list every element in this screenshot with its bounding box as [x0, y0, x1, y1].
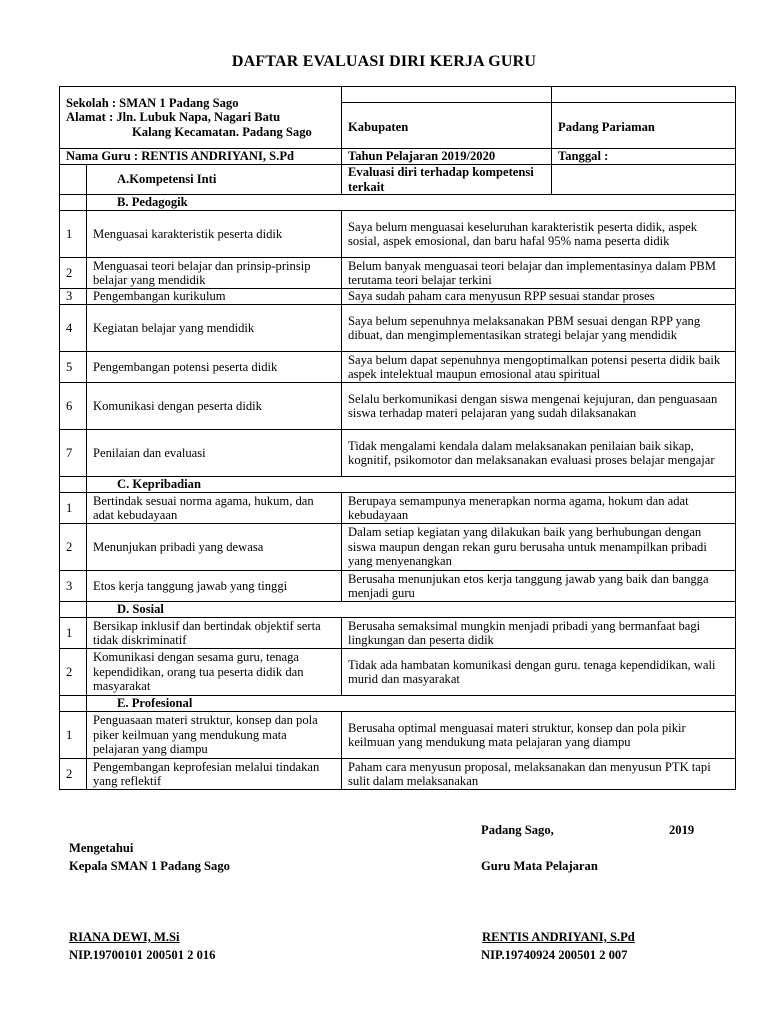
evaluation-cell: Tidak mengalami kendala dalam melaksanakan penilaian baik sikap, kognitif, psikomotor dan melaksanakan evaluasi proses belajar mengajar: [342, 430, 736, 477]
competency-cell: Komunikasi dengan sesama guru, tenaga kependidikan, orang tua peserta didik dan masyarakat: [87, 649, 342, 696]
date-label: Tanggal :: [552, 149, 736, 165]
empty-cell: [60, 696, 87, 712]
empty-cell: [60, 195, 87, 211]
section-header-row: [60, 195, 736, 211]
competency-cell: Pengembangan keprofesian melalui tindakan yang reflektif: [87, 759, 342, 790]
table-row: [60, 649, 736, 696]
kabupaten-value: Padang Pariaman: [552, 103, 736, 149]
table-row: [60, 305, 736, 352]
evaluation-cell: Berusaha optimal menguasai materi struktur, konsep dan pola pikir keilmuan yang mendukung mata pelajaran yang diampu: [342, 712, 736, 759]
empty-cell: [552, 165, 736, 195]
evaluation-cell: Saya belum menguasai keseluruhan karakteristik peserta didik, aspek sosial, aspek emosional, dan baru hafal 95% nama peserta didik: [342, 211, 736, 258]
school-address: Alamat : Jln. Lubuk Napa, Nagari Batu: [66, 110, 281, 125]
item-number: 1: [60, 712, 87, 759]
item-number: 3: [60, 571, 87, 602]
empty-cell: [342, 87, 552, 103]
competency-cell: Menguasai karakteristik peserta didik: [87, 211, 342, 258]
teacher-nip: NIP.19740924 200501 2 007: [481, 948, 628, 962]
evaluation-cell: Berupaya semampunya menerapkan norma agama, hokum dan adat kebudayaan: [342, 493, 736, 524]
evaluation-cell: Belum banyak menguasai teori belajar dan implementasinya dalam PBM terutama teori belajar terkini: [342, 258, 736, 289]
teacher-title: Guru Mata Pelajaran: [481, 859, 598, 873]
section-header-row: [60, 696, 736, 712]
evaluation-cell: Dalam setiap kegiatan yang dilakukan baik yang berhubungan dengan siswa maupun dengan rekan guru berusaha untuk menampilkan pribadi yang menyenangkan: [342, 524, 736, 571]
evaluation-cell: Saya sudah paham cara menyusun RPP sesuai standar proses: [342, 289, 736, 305]
empty-cell: [60, 602, 87, 618]
evaluation-cell: Berusaha menunjukan etos kerja tanggung jawab yang baik dan bangga menjadi guru: [342, 571, 736, 602]
competency-cell: Pengembangan kurikulum: [87, 289, 342, 305]
competency-cell: Penguasaan materi struktur, konsep dan pola piker keilmuan yang mendukung mata pelajaran yang diampu: [87, 712, 342, 759]
evaluation-cell: Saya belum dapat sepenuhnya mengoptimalkan potensi peserta didik baik aspek intelektual maupun emosional atau spiritual: [342, 352, 736, 383]
table-row: [60, 430, 736, 477]
table-row: [60, 712, 736, 759]
signature-year: 2019: [669, 823, 695, 837]
acknowledged-label: Mengetahui: [69, 841, 134, 855]
section-title: E. Profesional: [87, 696, 736, 712]
competency-cell: Penilaian dan evaluasi: [87, 430, 342, 477]
section-header-row: [60, 477, 736, 493]
principal-title: Kepala SMAN 1 Padang Sago: [69, 859, 230, 873]
place-date: Padang Sago,: [481, 823, 554, 837]
competency-cell: Menunjukan pribadi yang dewasa: [87, 524, 342, 571]
table-row: [60, 258, 736, 289]
academic-year: Tahun Pelajaran 2019/2020: [342, 149, 552, 165]
evaluation-cell: Tidak ada hambatan komunikasi dengan guru. tenaga kependidikan, wali murid dan masyarakat: [342, 649, 736, 696]
item-number: 3: [60, 289, 87, 305]
item-number: 1: [60, 618, 87, 649]
item-number: 2: [60, 759, 87, 790]
item-number: 6: [60, 383, 87, 430]
section-title: B. Pedagogik: [87, 195, 736, 211]
principal-nip: NIP.19700101 200501 2 016: [69, 948, 216, 962]
school-info-cell: [60, 87, 342, 149]
item-number: 1: [60, 493, 87, 524]
document-title: DAFTAR EVALUASI DIRI KERJA GURU: [231, 53, 537, 70]
evaluation-cell: Saya belum sepenuhnya melaksanakan PBM sesuai dengan RPP yang dibuat, dan mengimplementasikan strategi belajar yang mendidik: [342, 305, 736, 352]
table-row: [60, 289, 736, 305]
table-row: [60, 383, 736, 430]
evaluation-table: [59, 86, 736, 790]
empty-cell: [60, 477, 87, 493]
kabupaten-label: Kabupaten: [342, 103, 552, 149]
section-title: D. Sosial: [87, 602, 736, 618]
table-row: [60, 211, 736, 258]
competency-cell: Pengembangan potensi peserta didik: [87, 352, 342, 383]
competency-cell: Etos kerja tanggung jawab yang tinggi: [87, 571, 342, 602]
competency-cell: Komunikasi dengan peserta didik: [87, 383, 342, 430]
competency-cell: Bersikap inklusif dan bertindak objektif serta tidak diskriminatif: [87, 618, 342, 649]
table-row: [60, 493, 736, 524]
evaluasi-header: Evaluasi diri terhadap kompetensi terkait: [342, 165, 552, 195]
item-number: 7: [60, 430, 87, 477]
table-row: [60, 571, 736, 602]
competency-cell: Kegiatan belajar yang mendidik: [87, 305, 342, 352]
competency-cell: Menguasai teori belajar dan prinsip-prinsip belajar yang mendidik: [87, 258, 342, 289]
evaluation-cell: Paham cara menyusun proposal, melaksanakan dan menyusun PTK tapi sulit dalam melaksanakan: [342, 759, 736, 790]
competency-cell: Bertindak sesuai norma agama, hukum, dan adat kebudayaan: [87, 493, 342, 524]
principal-name: RIANA DEWI, M.Si: [69, 930, 180, 944]
table-row: [60, 524, 736, 571]
section-title: C. Kepribadian: [87, 477, 736, 493]
kompetensi-inti-header: A.Kompetensi Inti: [87, 165, 342, 195]
item-number: 5: [60, 352, 87, 383]
item-number: 4: [60, 305, 87, 352]
item-number: 2: [60, 258, 87, 289]
table-row: [60, 618, 736, 649]
teacher-signature-name: RENTIS ANDRIYANI, S.Pd: [482, 930, 635, 944]
table-row: [60, 759, 736, 790]
empty-cell: [552, 87, 736, 103]
empty-cell: [60, 165, 87, 195]
item-number: 1: [60, 211, 87, 258]
evaluation-cell: Berusaha semaksimal mungkin menjadi pribadi yang bermanfaat bagi lingkungan dan peserta didik: [342, 618, 736, 649]
section-header-row: [60, 602, 736, 618]
item-number: 2: [60, 649, 87, 696]
table-row: [60, 352, 736, 383]
teacher-name: Nama Guru : RENTIS ANDRIYANI, S.Pd: [60, 149, 342, 165]
item-number: 2: [60, 524, 87, 571]
evaluation-cell: Selalu berkomunikasi dengan siswa mengenai kejujuran, dan penguasaan siswa terhadap materi pelajaran yang sudah dilaksanakan: [342, 383, 736, 430]
school-name: Sekolah : SMAN 1 Padang Sago: [66, 95, 239, 110]
school-address-cont: Kalang Kecamatan. Padang Sago: [132, 124, 312, 139]
